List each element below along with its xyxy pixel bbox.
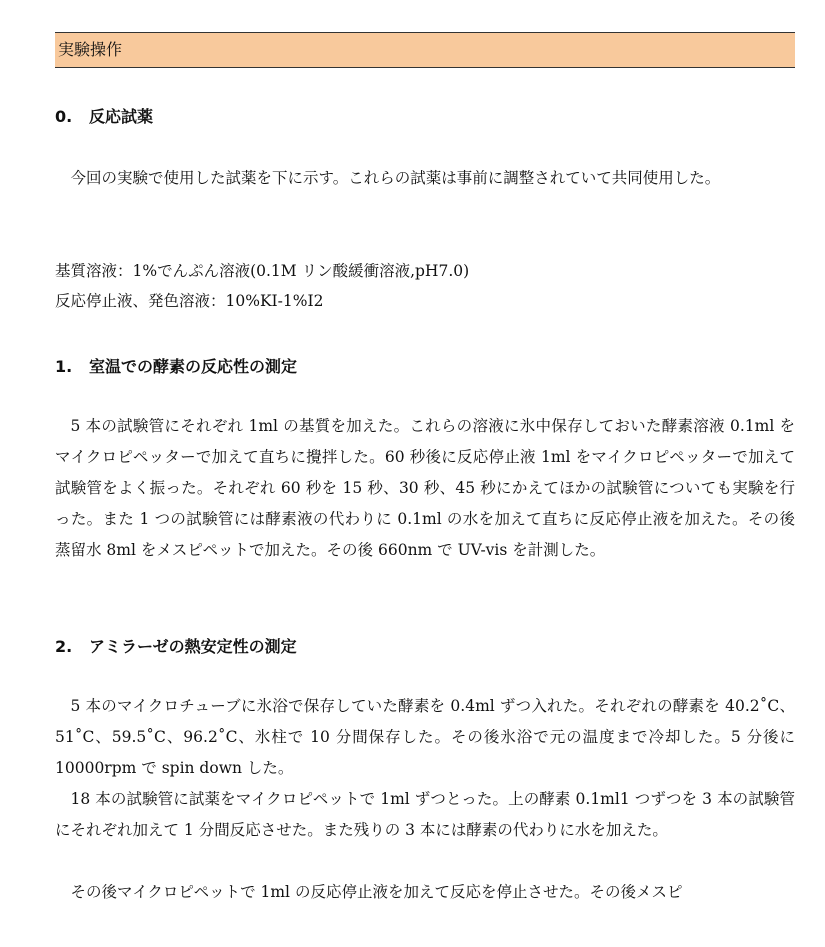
heading-title: 室温での酵素の反応性の測定 xyxy=(89,357,298,376)
reagent-stop-solution: 反応停止液、発色溶液：10%KI-1%I2 xyxy=(55,292,324,310)
heading-number: 1. xyxy=(55,357,73,376)
paragraph-thermal-3: その後マイクロピペットで 1ml の反応停止液を加えて反応を停止させた。その後メスピ xyxy=(70,883,683,901)
heading-reagents xyxy=(55,104,153,127)
reagent-substrate: 基質溶液：1%でんぷん溶液(0.1M リン酸緩衝溶液,pH7.0) xyxy=(55,262,470,280)
paragraph-reagents-intro: 今回の実験で使用した試薬を下に示す。これらの試薬は事前に調整されていて共同使用した。 xyxy=(70,169,721,187)
heading-number: 2. xyxy=(55,637,73,656)
heading-thermal-stability xyxy=(55,634,297,657)
heading-title: 反応試薬 xyxy=(89,107,154,126)
section-banner-title: 実験操作 xyxy=(58,40,123,59)
document-page xyxy=(55,32,795,901)
paragraph-room-temp: 5 本の試験管にそれぞれ 1ml の基質を加えた。これらの溶液に氷中保存しておいた酵素溶液 0.1ml をマイクロピペッターで加えて直ちに攪拌した。60 秒後に反応停止液 1ml をマイクロピペッターで加えて試験管をよく振った。それぞれ 60 秒を 15 秒、30 秒、45 秒にかえてほかの試験管についても実験を行った。また 1 つの試験管には酵素液の代わりに 0.1ml の水を加えて直ちに反応停止液を加えた。その後蒸留水 8ml をメスピペットで加えた。その後 660nm で UV-vis を計測した。 xyxy=(55,417,795,559)
paragraph-thermal-1: 5 本のマイクロチューブに氷浴で保存していた酵素を 0.4ml ずつ入れた。それぞれの酵素を 40.2˚C、51˚C、59.5˚C、96.2˚C、氷柱で 10 分間保存した。その後氷浴で元の温度まで冷却した。5 分後に 10000rpm で spin down した。 xyxy=(55,697,795,777)
paragraph-thermal-2: 18 本の試験管に試薬をマイクロピペットで 1ml ずつとった。上の酵素 0.1ml1 つずつを 3 本の試験管にそれぞれ加えて 1 分間反応させた。また残りの 3 本には酵素の代わりに水を加えた。 xyxy=(55,790,795,839)
heading-number: 0. xyxy=(55,107,73,126)
heading-room-temp xyxy=(55,354,297,377)
section-banner xyxy=(55,32,795,68)
heading-title: アミラーゼの熱安定性の測定 xyxy=(89,637,297,656)
